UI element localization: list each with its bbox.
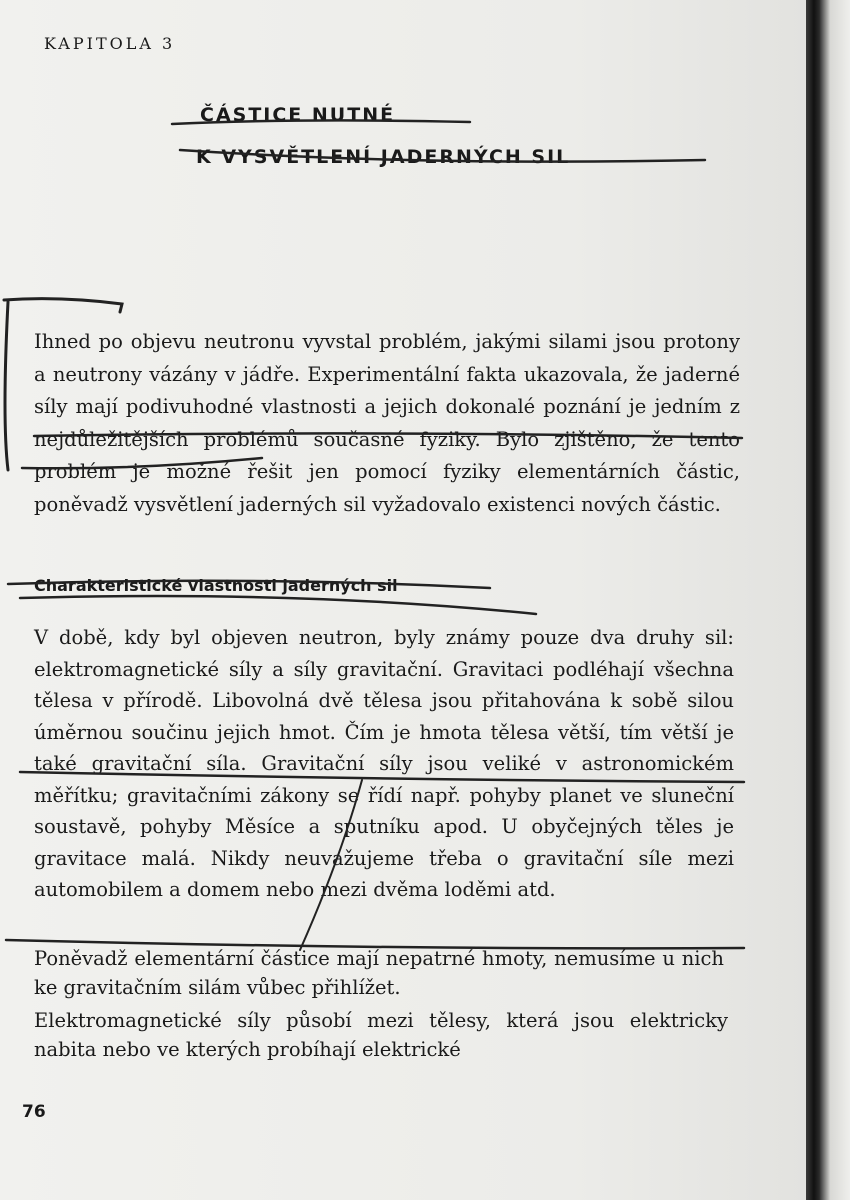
- section-heading: Charakteristické vlastnosti jaderných sil: [34, 576, 398, 595]
- chapter-title-line-2: K VYSVĚTLENÍ JADERNÝCH SIL: [196, 146, 571, 168]
- paragraph-forces: V době, kdy byl objeven neutron, byly známy pouze dva druhy sil: elektromagnetické síly a síly gravitační. Gravitaci podléhají všechna tělesa v přírodě. Libovolná dvě tělesa jsou přitahována k sobě silou úměrnou součinu jejich hmot. Čím je hmota tělesa větší, tím větší je také gravitační síla. Gravitační síly jsou veliké v astronomickém měřítku; gravitačními zákony se řídí např. pohyby planet ve sluneční soustavě, pohyby Měsíce a sputníku apod. U obyčejných těles je gravitace malá. Nikdy neuvažujeme třeba o gravitační síle mezi automobilem a domem nebo mezi dvěma loděmi atd.: [34, 626, 734, 901]
- paragraph-particles: Poněvadž elementární částice mají nepatrné hmoty, nemusíme u nich ke gravitačním silám vůbec přihlížet.: [34, 947, 724, 999]
- chapter-title-line-1: ČÁSTICE NUTNÉ: [200, 104, 396, 126]
- book-gutter: [806, 0, 850, 1200]
- chapter-label: KAPITOLA 3: [44, 34, 176, 53]
- paragraph-intro: Ihned po objevu neutronu vyvstal problém, jakými silami jsou protony a neutrony vázány v jádře. Experimentální fakta ukazovala, že jaderné síly mají podivuhodné vlastnosti a jejich dokonalé poznání je jedním z nejdůležitějších problémů současné fyziky. Bylo zjištěno, že tento problém je možné řešit jen pomocí fyziky elementárních částic, poněvadž vysvětlení jaderných sil vyžadovalo existenci nových částic.: [34, 330, 740, 516]
- page-number: 76: [22, 1102, 46, 1122]
- paragraph-electromagnetic: Elektromagnetické síly působí mezi tělesy, která jsou elektricky nabita nebo ve kterých probíhají elektrické: [34, 1009, 728, 1061]
